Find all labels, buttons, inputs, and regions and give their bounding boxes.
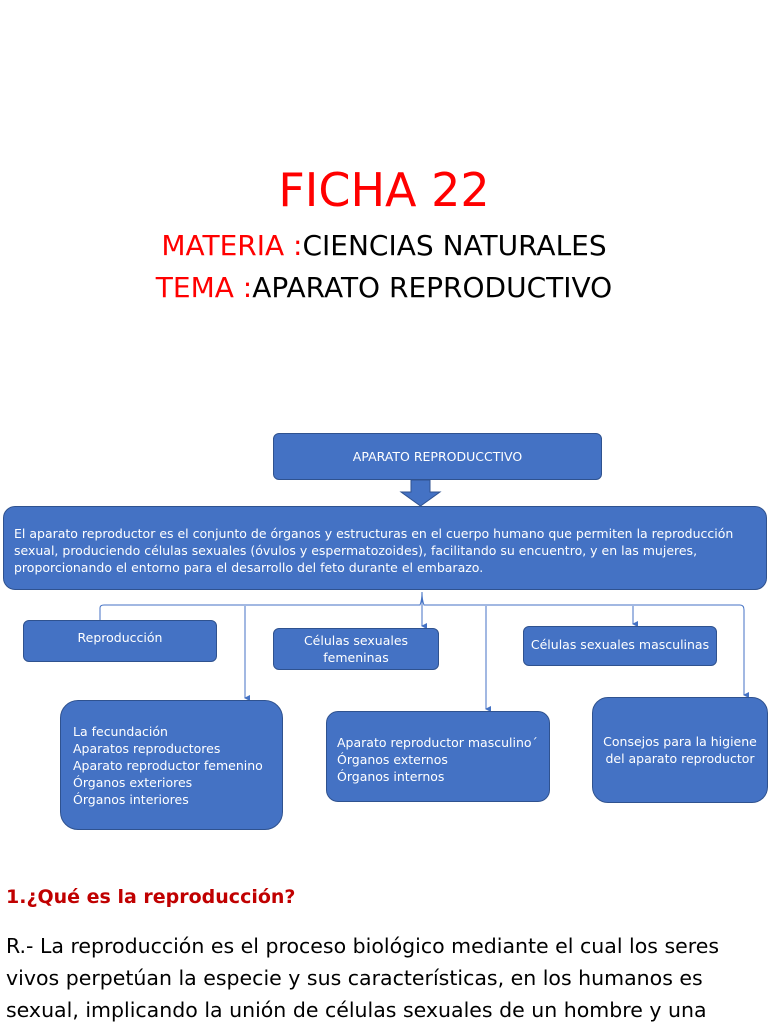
topics-list-box (60, 700, 283, 830)
definition-box: El aparato reproductor es el conjunto de órganos y estructuras en el cuerpo humano que permiten la reproducción sexual, produciendo células sexuales (óvulos y espermatozoides), facilitando su encuentro, y en las mujeres, proporcionando el entorno para el desarrollo del feto durante el embarazo. (3, 506, 767, 590)
materia-label: MATERIA : (161, 229, 303, 262)
consejos-box: Consejos para la higiene del aparato reproductor (592, 697, 768, 803)
page-title: FICHA 22 (278, 163, 490, 217)
subject-line (0, 226, 768, 266)
list-item: Aparato reproductor femenino (73, 758, 263, 773)
diagram-top-box: APARATO REPRODUCCTIVO (273, 433, 602, 480)
answer-text: R.- La reproducción es el proceso biológico mediante el cual los seres vivos perpetúan la especie y sus características, en los humanos es sexual, implicando la unión de células sexuales de un hombre y una (6, 934, 720, 1022)
male-topics-list-box (326, 711, 550, 802)
celulas-masculinas-box: Células sexuales masculinas (523, 626, 717, 666)
list-item: Órganos internos (337, 769, 445, 784)
question-heading: 1.¿Qué es la reproducción? (6, 886, 296, 908)
topic-line (0, 268, 768, 308)
tema-value: APARATO REPRODUCTIVO (252, 271, 613, 304)
list-item: Aparato reproductor masculino´ (337, 735, 538, 750)
list-item: Aparatos reproductores (73, 741, 221, 756)
tema-label: TEMA : (155, 271, 253, 304)
list-item: La fecundación (73, 724, 168, 739)
celulas-femeninas-box: Células sexuales femeninas (273, 628, 439, 670)
branch-line (100, 592, 744, 620)
reproduccion-box: Reproducción (23, 620, 217, 662)
main-down-arrow (401, 480, 440, 506)
list-item: Órganos interiores (73, 792, 189, 807)
list-item: Órganos exteriores (73, 775, 193, 790)
list-item: Órganos externos (337, 752, 448, 767)
materia-value: CIENCIAS NATURALES (302, 229, 607, 262)
